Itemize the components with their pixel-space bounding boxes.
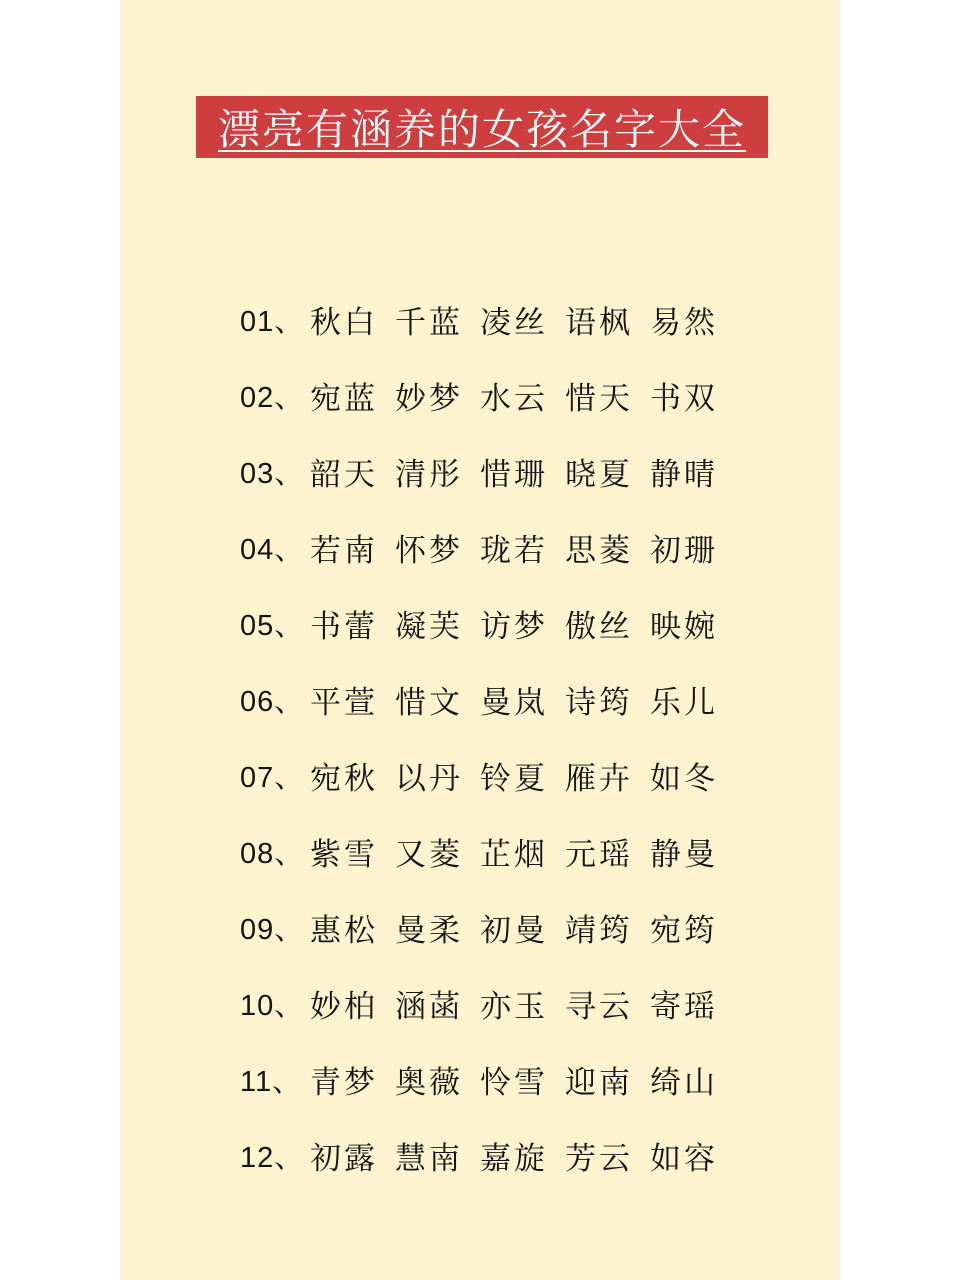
name-row bbox=[240, 828, 760, 874]
row-number: 04、 bbox=[240, 533, 305, 566]
row-number: 11、 bbox=[240, 1065, 303, 1098]
girl-name: 宛秋 bbox=[310, 760, 378, 797]
name-row bbox=[240, 1132, 760, 1178]
girl-name: 易然 bbox=[650, 304, 718, 341]
girl-name: 紫雪 bbox=[310, 836, 378, 873]
girl-name: 芳云 bbox=[565, 1140, 633, 1177]
row-number: 10、 bbox=[240, 989, 305, 1022]
girl-name: 珑若 bbox=[480, 532, 548, 569]
row-number: 05、 bbox=[240, 609, 305, 642]
girl-name: 靖筠 bbox=[565, 912, 633, 949]
girl-name: 如容 bbox=[650, 1140, 718, 1177]
girl-name: 怜雪 bbox=[480, 1064, 548, 1101]
row-number: 03、 bbox=[240, 457, 305, 490]
name-row bbox=[240, 372, 760, 418]
girl-name: 惠松 bbox=[310, 912, 378, 949]
row-number: 07、 bbox=[240, 761, 305, 794]
girl-name: 慧南 bbox=[395, 1140, 463, 1177]
name-row bbox=[240, 752, 760, 798]
name-row bbox=[240, 448, 760, 494]
name-row bbox=[240, 904, 760, 950]
row-number: 01、 bbox=[240, 305, 305, 338]
name-row bbox=[240, 980, 760, 1026]
girl-name: 亦玉 bbox=[480, 988, 548, 1025]
row-number: 08、 bbox=[240, 837, 305, 870]
girl-name: 乐儿 bbox=[650, 684, 718, 721]
girl-name: 书蕾 bbox=[310, 608, 378, 645]
girl-name: 妙柏 bbox=[310, 988, 378, 1025]
page-title: 漂亮有涵养的女孩名字大全 bbox=[217, 105, 746, 154]
girl-name: 水云 bbox=[480, 380, 548, 417]
girl-name: 初露 bbox=[310, 1140, 378, 1177]
girl-name: 铃夏 bbox=[480, 760, 548, 797]
name-row bbox=[240, 524, 760, 570]
girl-name: 绮山 bbox=[650, 1064, 718, 1101]
name-row bbox=[240, 296, 760, 342]
girl-name: 怀梦 bbox=[395, 532, 463, 569]
name-list bbox=[240, 296, 760, 1208]
girl-name: 惜天 bbox=[565, 380, 633, 417]
name-row bbox=[240, 676, 760, 722]
girl-name: 妙梦 bbox=[395, 380, 463, 417]
girl-name: 静晴 bbox=[650, 456, 718, 493]
girl-name: 静曼 bbox=[650, 836, 718, 873]
girl-name: 以丹 bbox=[395, 760, 463, 797]
girl-name: 寻云 bbox=[565, 988, 633, 1025]
girl-name: 曼岚 bbox=[480, 684, 548, 721]
girl-name: 凝芙 bbox=[395, 608, 463, 645]
girl-name: 书双 bbox=[650, 380, 718, 417]
girl-name: 初珊 bbox=[650, 532, 718, 569]
girl-name: 平萱 bbox=[310, 684, 378, 721]
name-row bbox=[240, 1056, 760, 1102]
row-number: 12、 bbox=[240, 1141, 305, 1174]
girl-name: 若南 bbox=[310, 532, 378, 569]
girl-name: 晓夏 bbox=[565, 456, 633, 493]
girl-name: 诗筠 bbox=[565, 684, 633, 721]
girl-name: 惜文 bbox=[395, 684, 463, 721]
girl-name: 奥薇 bbox=[395, 1064, 463, 1101]
girl-name: 曼柔 bbox=[395, 912, 463, 949]
girl-name: 如冬 bbox=[650, 760, 718, 797]
name-row bbox=[240, 600, 760, 646]
girl-name: 青梦 bbox=[310, 1064, 378, 1101]
girl-name: 初曼 bbox=[480, 912, 548, 949]
row-number: 06、 bbox=[240, 685, 305, 718]
girl-name: 又菱 bbox=[395, 836, 463, 873]
girl-name: 迎南 bbox=[565, 1064, 633, 1101]
girl-name: 元瑶 bbox=[565, 836, 633, 873]
girl-name: 涵菡 bbox=[395, 988, 463, 1025]
girl-name: 嘉旋 bbox=[480, 1140, 548, 1177]
girl-name: 韶天 bbox=[310, 456, 378, 493]
girl-name: 惜珊 bbox=[480, 456, 548, 493]
girl-name: 芷烟 bbox=[480, 836, 548, 873]
girl-name: 清彤 bbox=[395, 456, 463, 493]
page-background bbox=[120, 0, 840, 1280]
row-number: 02、 bbox=[240, 381, 305, 414]
row-number: 09、 bbox=[240, 913, 305, 946]
title-banner bbox=[196, 96, 768, 158]
girl-name: 雁卉 bbox=[565, 760, 633, 797]
girl-name: 傲丝 bbox=[565, 608, 633, 645]
girl-name: 凌丝 bbox=[480, 304, 548, 341]
girl-name: 寄瑶 bbox=[650, 988, 718, 1025]
girl-name: 千蓝 bbox=[395, 304, 463, 341]
girl-name: 语枫 bbox=[565, 304, 633, 341]
girl-name: 宛蓝 bbox=[310, 380, 378, 417]
girl-name: 思菱 bbox=[565, 532, 633, 569]
girl-name: 映婉 bbox=[650, 608, 718, 645]
girl-name: 宛筠 bbox=[650, 912, 718, 949]
girl-name: 访梦 bbox=[480, 608, 548, 645]
girl-name: 秋白 bbox=[310, 304, 378, 341]
